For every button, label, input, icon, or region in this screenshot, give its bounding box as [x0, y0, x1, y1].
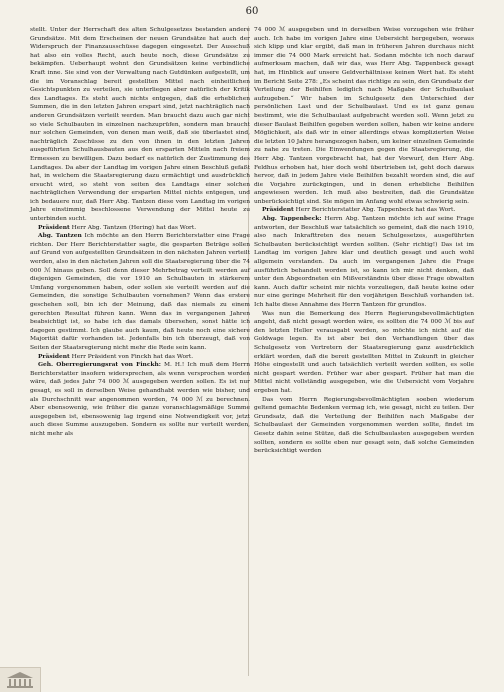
speaker-name: Präsident — [38, 223, 70, 231]
paragraph-text: Das vom Herrn Regierungsbevollmächtigten soeben wiederum geltend gemachte Bedenken vermag ich, wie gesagt, nicht zu teilen. Der Grundsatz, daß die Verteilung der Beihilfen nach Maßgabe der Schulbaulast der Gemeinden vorgenommen werden sollte, findet im Gesetz dahin seine Stütze, daß die Schulbaulasten ausgegeben werden sollten, sondern es sollte eben nur gesagt sein, daß solche Gemeinden berücksichtigt werden — [254, 396, 474, 455]
paragraph-text: Herr Berichterstatter Abg. Tappenbeck hat das Wort. — [295, 207, 456, 214]
text-paragraph — [254, 310, 474, 396]
president-call — [30, 353, 250, 362]
paragraph-text: Herrn Abg. Tantzen möchte ich auf seine Frage antworten, der Beschluß war tatsächlich so gemeint, daß die nach 1910, also nach Inkrafttreten des neuen Schulgesetzes, ausgeführten Schulbauten berücksichtigt werden sollten. (Sehr richtig!) Das ist im Landtag im vorigen Jahre klar und deutlich gesagt und auch wohl allgemein verstanden. Da auch im vergangenen Jahre die Frage ausführlich behandelt worden ist, so kann ich mir nicht denken, daß unter den Abgeordneten ein Mißverständnis über diese Frage obwalten kann. Auch dafür scheint mir nichts vorzuliegen, daß heute keine oder nur eine geringe Mehrheit für den vorjährigen Beschluß vorhanden ist. Ich halte diese Annahme des Herrn Tantzen für grundlos. — [254, 216, 474, 308]
speaker-name: Präsident — [38, 352, 70, 360]
library-building-icon — [0, 667, 41, 692]
speaker-name: Abg. Tantzen — [38, 232, 82, 240]
president-call — [254, 206, 474, 215]
speaker-name: Präsident — [262, 206, 294, 214]
column-left — [30, 26, 250, 439]
speech-paragraph — [254, 215, 474, 310]
paragraph-text: Ich möchte an den Herrn Berichterstatter eine Frage richten. Der Herr Berichterstatter sagte, die gesparten Beträge sollen auf Grund von aufgestellten Grundsätzen in den nächsten Jahren verteilt werden, also in den nächsten Jahren soll die Staatsregierung über die 74 000 ℳ hinaus geben. Soll denn dieser Mehrbetrag verteilt werden auf diejenigen Gemeinden, die vor 1910 an Schulbauten in stärkerem Umfang vorgenommen haben, oder sollen sie verteilt werden auf die Gemeinden, die sonstige Schulbauten vornehmen? Wenn das erstere geschehen soll, bin ich der Meinung, daß das niemals zu einem gerechten Resultat führen kann. Wenn das in vergangenen Jahren beabsichtigt ist, so habe ich das damals übersehen, sonst hätte ich dagegen gestimmt. Ich glaube auch kaum, daß heute noch eine sichere Majorität dafür vorhanden ist. Jedenfalls bin ich überzeugt, daß von Seiten der Staatsregierung nicht mehr die Rede sein kann. — [30, 233, 250, 351]
paragraph-text: Herr Abg. Tantzen (Hering) hat das Wort. — [71, 224, 197, 231]
speech-paragraph — [30, 232, 250, 352]
speech-paragraph — [30, 361, 250, 438]
text-paragraph — [30, 26, 250, 224]
text-paragraph — [254, 26, 474, 206]
speaker-name: Abg. Tappenbeck: — [262, 215, 322, 223]
paragraph-text: 74 000 ℳ ausgegeben und in derselben Weise vorzugehen wie früher auch. Ich habe im vorigen Jahre eine Uebersicht hergegeben, woraus sich klipp und klar ergibt, daß man in früheren Jahren durchaus nicht immer die 74 000 Mark erreicht hat. Sodann möchte ich noch darauf aufmerksam machen, daß wir das, was Herr Abg. Tappenbeck gesagt hat, im Hinblick auf unsere Geldverhältnisse keinen Wert hat. Es steht im Bericht Seite 278: „Es scheint das richtige zu sein, den Grundsatz der Verteilung der Beihilfen lediglich nach Maßgabe der Schulbaulast aufzugeben.“ Wir haben im Schulgesetz den Unterschied der persönlichen Last und der Schulbaulast. Und es ist ganz genau bestimmt, wie die Schulbaulast aufgebracht werden soll. Wenn jetzt zu dieser Baulast Beihilfen gegeben werden sollen, haben wir keine andere Möglichkeit, als daß wir in einer allerdings etwas komplizierten Weise die letzten 10 Jahre herangezogen haben, um keiner einzelnen Gemeinde zu nahe zu treten. Die Einwendungen gegen die Staatsregierung, die Herr Abg. Tantzen vorgebracht hat, hat der Vorwurf, den Herr Abg. Feldhus erhoben hat, hier doch wohl übertrieben ist, geht doch daraus hervor, daß in jedem Jahre viele Beihilfen bezahlt worden sind, die auf die Vorjahre zurückgingen, und in denen erhebliche Beihilfen angewiesen werden. Ich muß also bestreiten, daß die Grundsätze unberücksichtigt sind. Sie mögen im Anfang wohl etwas schwierig sein. — [254, 27, 474, 205]
text-paragraph — [254, 396, 474, 456]
paragraph-text: M. H.! Ich muß dem Herrn Berichterstatter insofern widersprechen, als wenn versprochen worden wäre, daß jedes Jahr 74 000 ℳ ausgegeben werden sollen. Es ist nur gesagt, es soll in derselben Weise gehandhabt werden wie bisher, und als Durchschnitt war angenommen worden, 74 000 ℳ zu berechnen. Aber ebensowenig, wie früher die ganze voranschlagsmäßige Summe ausgegeben ist, ebensowenig lag irgend eine Notwendigkeit vor, jetzt auch diese Summe auszugeben. Sondern es sollte nur verteilt werden, nicht mehr als — [30, 362, 250, 437]
paragraph-text: Herr Präsident von Finckh hat das Wort. — [71, 353, 194, 360]
page-number: 60 — [245, 6, 259, 17]
column-right — [254, 26, 474, 456]
paragraph-text: stellt. Unter der Herrschaft des alten Schulgesetzes bestanden andere Grundsätze. Mit dem Erscheinen der neuen Grundsätze hat auch der Widerspruch der Finanzausschüsse dagegen eingesetzt. Der Ausschuß hat also ein volles Recht, auch heute noch, diese Grundsätze zu bekämpfen. Ueberhaupt wohnt den Grundsätzen keine verbindliche Kraft inne. Sie sind von der Verwaltung nach Gutdünken aufgestellt, um die im Voranschlag bereit gestellten Mittel nach einheitlichen Gesichtspunkten zu verteilen, sie unterliegen aber natürlich der Kritik des Landtages. Es steht auch nichts entgegen, daß die erheblichen Summen, die in den letzten Jahren erspart sind, jetzt nachträglich nach anderen Grundsätzen verteilt werden. Man braucht dazu auch gar nicht so viele Schulbauten in einzelnen nachzuprüfen, sondern man braucht nur solchen Gemeinden, von denen man weiß, daß sie überlastet sind, nachträglich Zuschüsse zu den von ihnen in den letzten Jahren ausgeführten Schulhausbauten aus den ersparten Mitteln nach freiem Ermessen zu bewilligen. Dazu bedarf es natürlich der Zustimmung des Landtages. Da aber der Landtag im vorigen Jahre einen Beschluß gefaßt hat, in welchem die Staatsregierung dazu ermächtigt und ausdrücklich ersucht wird, so steht von seiten des Landtags einer solchen nachträglichen Verwendung der ersparten Mittel nichts entgegen, und ich bedauere nur, daß Herr Abg. Tantzen diese vom Landtag im vorigen Jahre einstimmig beschlossene Verwendung der Mittel heute zu unterbinden sucht. — [30, 27, 250, 223]
paragraph-text: Was nun die Bemerkung des Herrn Regierungsbevollmächtigten angeht, daß nicht gesagt worden wäre, es sollten die 74 000 ℳ bis auf den letzten Heller verausgabt werden, so möchte ich nicht auf die Goldwage legen. Es ist aber bei den Verhandlungen über das Schulgesetz von Vertretern der Staatsregierung ganz ausdrücklich erklärt worden, daß die bereit gestellten Mittel in Zukunft in gleicher Höhe eingestellt und auch tatsächlich verteilt werden sollten, es solle nicht gespart werden. Früher war aber gespart. Früher hat man die Mittel nicht vollständig ausgegeben, wie die Uebersicht vom Vorjahre ergeben hat. — [254, 310, 474, 394]
speaker-name: Geh. Oberregierungsrat von Finckh: — [38, 361, 161, 369]
president-call — [30, 224, 250, 233]
